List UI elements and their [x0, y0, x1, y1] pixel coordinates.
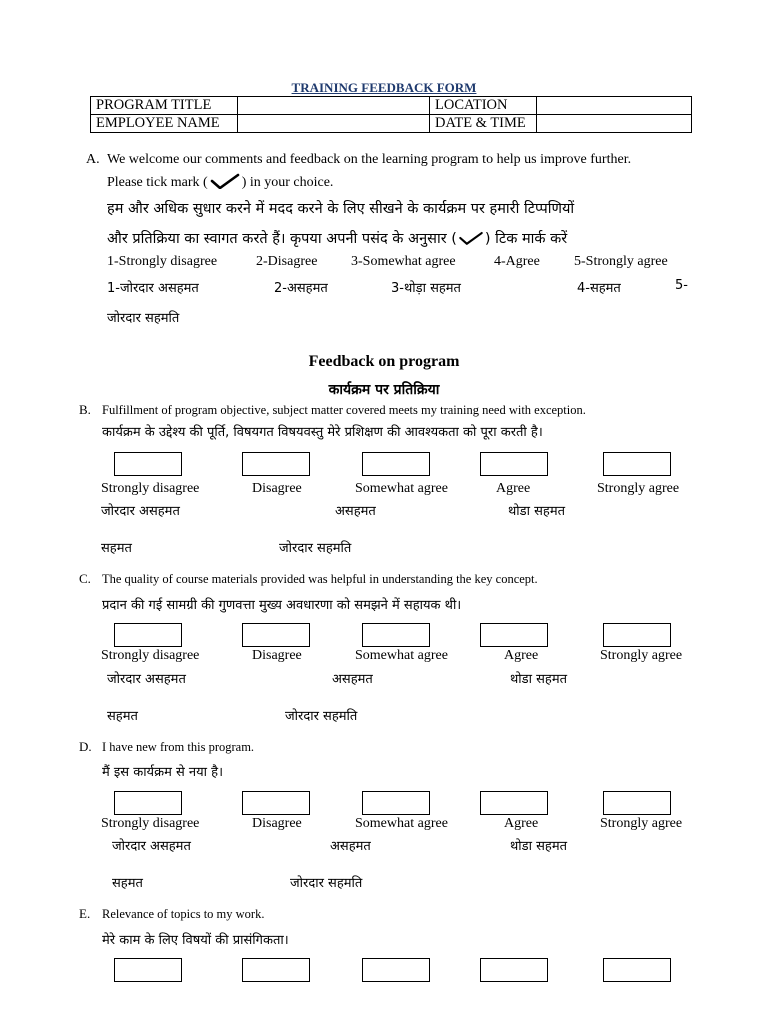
rating-box-strongly-disagree[interactable] — [114, 791, 182, 815]
option-label-hi: असहमत — [330, 839, 371, 854]
option-label-en: Agree — [504, 648, 539, 663]
option-label-hi: जोरदार सहमति — [279, 541, 352, 556]
rating-box-disagree[interactable] — [242, 452, 310, 476]
employee-name-field[interactable] — [238, 115, 430, 133]
table-row — [91, 97, 692, 115]
scale-hi-5-wrap: जोरदार सहमति — [107, 311, 180, 326]
intro-hi-line1: हम और अधिक सुधार करने में मदद करने के लिए सीखने के कार्यक्रम पर हमारी टिप्पणियों — [107, 201, 575, 217]
date-time-field[interactable] — [537, 115, 692, 133]
question-text-en: The quality of course materials provided was helpful in understanding the key concept. — [102, 572, 538, 586]
rating-box-strongly-agree[interactable] — [603, 623, 671, 647]
option-label-hi: थोडा सहमत — [508, 504, 566, 519]
option-label-en: Somewhat agree — [355, 481, 448, 496]
date-time-label: DATE & TIME — [430, 115, 537, 133]
question-marker: B. — [79, 402, 91, 417]
intro-en-line1: We welcome our comments and feedback on the learning program to help us improve further. — [107, 152, 632, 167]
scale-hi-4: 4-सहमत — [577, 281, 621, 296]
rating-box-agree[interactable] — [480, 791, 548, 815]
scale-en-5: 5-Strongly agree — [574, 254, 668, 269]
question-marker: D. — [79, 739, 92, 754]
question-text-en: Relevance of topics to my work. — [102, 907, 265, 921]
program-title-label: PROGRAM TITLE — [91, 97, 238, 115]
option-label-hi: असहमत — [335, 504, 376, 519]
rating-box-strongly-agree[interactable] — [603, 958, 671, 982]
option-label-en: Disagree — [252, 648, 302, 663]
scale-hi-1: 1-जोरदार असहमत — [107, 281, 199, 296]
option-label-hi: थोडा सहमत — [510, 672, 568, 687]
rating-box-strongly-disagree[interactable] — [114, 958, 182, 982]
rating-box-disagree[interactable] — [242, 623, 310, 647]
question-text-hi: मैं इस कार्यक्रम से नया है। — [102, 765, 223, 780]
question-text-hi: कार्यक्रम के उद्देश्य की पूर्ति, विषयगत विषयवस्तु मेरे प्रशिक्षण की आवश्यकता को पूरा करती है। — [102, 425, 543, 440]
option-label-en: Strongly disagree — [101, 816, 200, 831]
option-label-hi: जोरदार असहमत — [107, 672, 186, 687]
option-label-en: Strongly agree — [600, 816, 683, 831]
rating-box-somewhat-agree[interactable] — [362, 452, 430, 476]
location-label: LOCATION — [430, 97, 537, 115]
rating-box-strongly-agree[interactable] — [603, 791, 671, 815]
table-row — [91, 115, 692, 133]
question-text-en: Fulfillment of program objective, subject matter covered meets my training need with exception. — [102, 403, 586, 417]
question-text-hi: मेरे काम के लिए विषयों की प्रासंगिकता। — [102, 933, 289, 948]
rating-box-agree[interactable] — [480, 623, 548, 647]
rating-box-strongly-agree[interactable] — [603, 452, 671, 476]
scale-en-2: 2-Disagree — [256, 254, 318, 269]
scale-en-4: 4-Agree — [494, 254, 540, 269]
option-label-en: Somewhat agree — [355, 816, 448, 831]
intro-en-line2: Please tick mark ( ) in your choice. — [107, 175, 334, 190]
option-label-hi: जोरदार सहमति — [285, 709, 358, 724]
option-label-en: Disagree — [252, 481, 302, 496]
option-label-hi: सहमत — [107, 709, 138, 724]
tick-mark-icon — [208, 173, 242, 189]
rating-box-somewhat-agree[interactable] — [362, 958, 430, 982]
intro-marker: A. — [86, 152, 100, 167]
question-marker: C. — [79, 571, 91, 586]
option-label-en: Strongly agree — [597, 481, 680, 496]
rating-box-strongly-disagree[interactable] — [114, 452, 182, 476]
rating-box-agree[interactable] — [480, 452, 548, 476]
option-label-en: Strongly agree — [600, 648, 683, 663]
tick-mark-icon — [457, 230, 485, 246]
rating-box-disagree[interactable] — [242, 791, 310, 815]
scale-hi-5: 5- — [675, 278, 688, 293]
rating-box-strongly-disagree[interactable] — [114, 623, 182, 647]
scale-en-3: 3-Somewhat agree — [351, 254, 456, 269]
section-title-hi: कार्यक्रम पर प्रतिक्रिया — [328, 382, 440, 398]
option-label-hi: जोरदार सहमति — [290, 876, 363, 891]
option-label-en: Strongly disagree — [101, 648, 200, 663]
section-title: Feedback on program — [308, 353, 460, 370]
intro-hi-line2: और प्रतिक्रिया का स्वागत करते हैं। कृपया अपनी पसंद के अनुसार ( ) टिक मार्क करें — [107, 231, 568, 247]
option-label-en: Somewhat agree — [355, 648, 448, 663]
rating-box-somewhat-agree[interactable] — [362, 623, 430, 647]
option-label-hi: थोडा सहमत — [510, 839, 568, 854]
scale-hi-3: 3-थोड़ा सहमत — [391, 281, 461, 296]
question-marker: E. — [79, 906, 91, 921]
info-table — [90, 96, 692, 133]
program-title-field[interactable] — [238, 97, 430, 115]
option-label-hi: जोरदार असहमत — [101, 504, 180, 519]
option-label-hi: सहमत — [101, 541, 132, 556]
option-label-en: Agree — [496, 481, 531, 496]
option-label-en: Strongly disagree — [101, 481, 200, 496]
option-label-hi: जोरदार असहमत — [112, 839, 191, 854]
form-title: TRAINING FEEDBACK FORM — [291, 80, 477, 95]
location-field[interactable] — [537, 97, 692, 115]
question-text-hi: प्रदान की गई सामग्री की गुणवत्ता मुख्य अवधारणा को समझने में सहायक थी। — [102, 598, 462, 613]
rating-box-disagree[interactable] — [242, 958, 310, 982]
rating-box-agree[interactable] — [480, 958, 548, 982]
employee-name-label: EMPLOYEE NAME — [91, 115, 238, 133]
question-text-en: I have new from this program. — [102, 740, 255, 754]
scale-hi-2: 2-असहमत — [274, 281, 328, 296]
option-label-en: Agree — [504, 816, 539, 831]
option-label-hi: असहमत — [332, 672, 373, 687]
option-label-en: Disagree — [252, 816, 302, 831]
rating-box-somewhat-agree[interactable] — [362, 791, 430, 815]
scale-en-1: 1-Strongly disagree — [107, 254, 218, 269]
option-label-hi: सहमत — [112, 876, 143, 891]
